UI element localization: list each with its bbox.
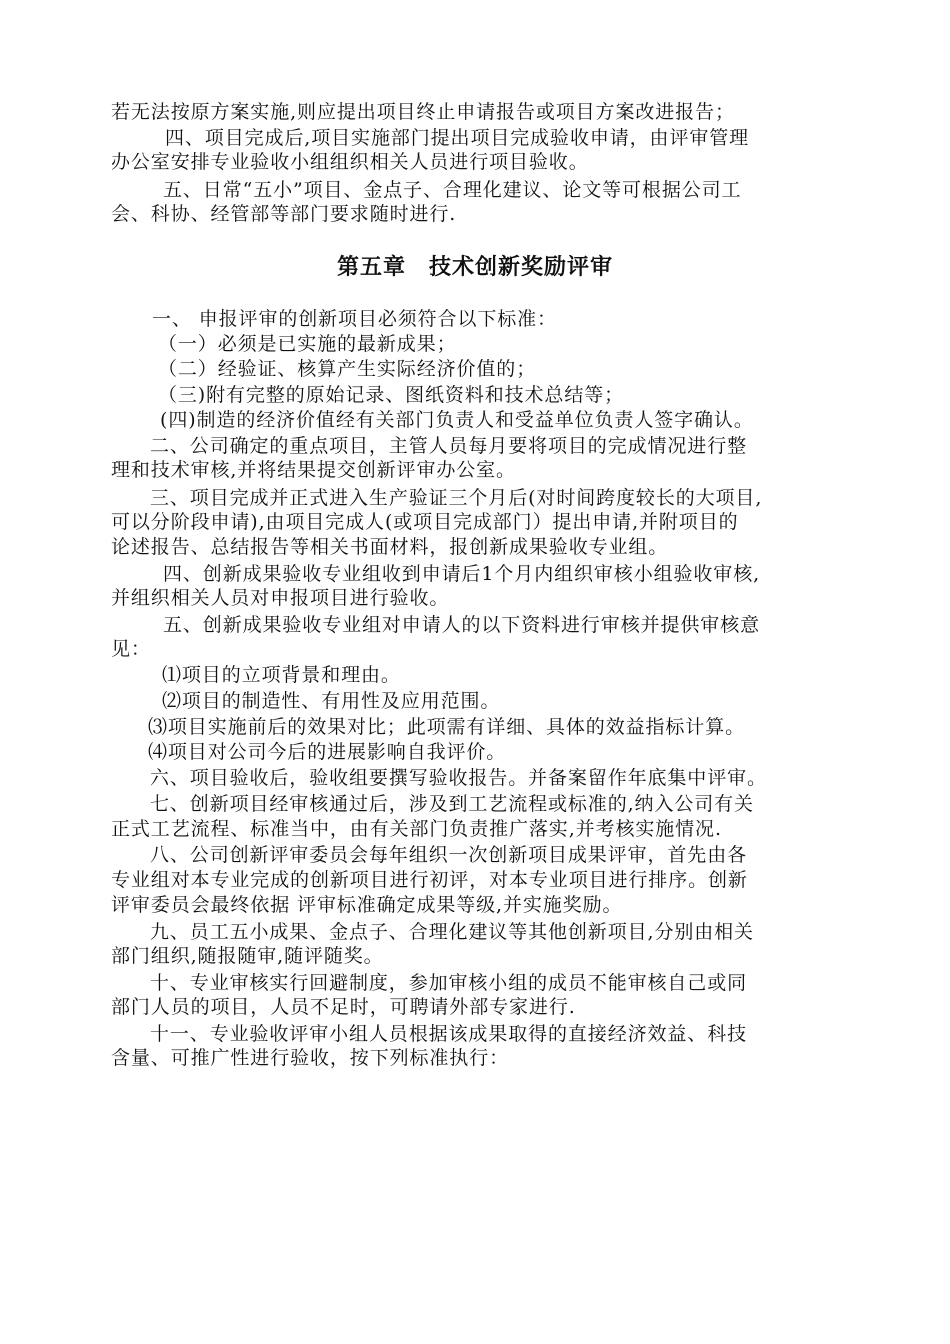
text-line: 一、 申报评审的创新项目必须符合以下标准： — [152, 308, 557, 330]
text-line: （一）必须是已实施的最新成果； — [158, 333, 457, 355]
text-line: 会、科协、经管部等部门要求随时进行. — [111, 203, 457, 225]
chapter-title: 第五章 技术创新奖励评审 — [336, 255, 613, 280]
text-line: 理和技术审核,并将结果提交创新评审办公室。 — [111, 459, 516, 481]
text-line: 见： — [111, 638, 151, 660]
text-line: 论述报告、总结报告等相关书面材料，报创新成果验收专业组。 — [111, 536, 669, 558]
text-line: 十、专业审核实行回避制度，参加审核小组的成员不能审核自己或同 — [150, 972, 748, 994]
text-line: 专业组对本专业完成的创新项目进行初评，对本专业项目进行排序。创新 — [111, 869, 748, 891]
text-line: 并组织相关人员对申报项目进行验收。 — [111, 587, 450, 609]
text-line: 可以分阶段申请),由项目完成人(或项目完成部门）提出申请,并附项目的 — [111, 511, 739, 533]
text-line: 正式工艺流程、标准当中，由有关部门负责推广落实,并考核实施情况. — [111, 818, 722, 840]
text-line: 二、公司确定的重点项目，主管人员每月要将项目的完成情况进行整 — [150, 435, 748, 457]
text-line: 部门组织,随报随审,随评随奖。 — [111, 945, 384, 967]
text-line: ⑴项目的立项背景和理由。 — [162, 664, 401, 686]
text-line: 部门人员的项目，人员不足时，可聘请外部专家进行. — [111, 996, 576, 1018]
text-line: 办公室安排专业验收小组组织相关人员进行项目验收。 — [111, 151, 589, 173]
text-line: 五、日常“五小”项目、金点子、合理化建议、论文等可根据公司工 — [163, 179, 742, 201]
text-line: 四、创新成果验收专业组收到申请后1个月内组织审核小组验收审核, — [163, 563, 761, 585]
text-line: 五、创新成果验收专业组对申请人的以下资料进行审核并提供审核意 — [163, 614, 761, 636]
text-line: ⑶项目实施前后的效果对比；此项需有详细、具体的效益指标计算。 — [148, 716, 746, 738]
text-line: 十一、专业验收评审小组人员根据该成果取得的直接经济效益、科技 — [150, 1023, 748, 1045]
text-line: 六、项目验收后，验收组要撰写验收报告。并备案留作年底集中评审。 — [150, 767, 767, 789]
text-line: 含量、可推广性进行验收，按下列标准执行： — [111, 1047, 510, 1069]
text-line: (四)制造的经济价值经有关部门负责人和受益单位负责人签字确认。 — [160, 409, 754, 431]
text-line: ⑵项目的制造性、有用性及应用范围。 — [162, 690, 501, 712]
text-line: 三、项目完成并正式进入生产验证三个月后(对时间跨度较长的大项目, — [150, 487, 763, 509]
text-line: 评审委员会最终依据 评审标准确定成果等级,并实施奖励。 — [111, 894, 623, 916]
text-line: 七、创新项目经审核通过后，涉及到工艺流程或标准的,纳入公司有关 — [150, 793, 754, 815]
text-line: 八、公司创新评审委员会每年组织一次创新项目成果评审，首先由各 — [150, 844, 748, 866]
text-line: （二）经验证、核算产生实际经济价值的； — [158, 358, 537, 380]
text-line: （三)附有完整的原始记录、图纸资料和技术总结等； — [158, 384, 625, 406]
text-line: ⑷项目对公司今后的进展影响自我评价。 — [148, 741, 507, 763]
text-line: 九、员工五小成果、金点子、合理化建议等其他创新项目,分别由相关 — [150, 921, 754, 943]
text-line: 四、项目完成后,项目实施部门提出项目完成验收申请，由评审管理 — [165, 127, 750, 149]
text-line: 若无法按原方案实施,则应提出项目终止申请报告或项目方案改进报告； — [111, 101, 735, 123]
